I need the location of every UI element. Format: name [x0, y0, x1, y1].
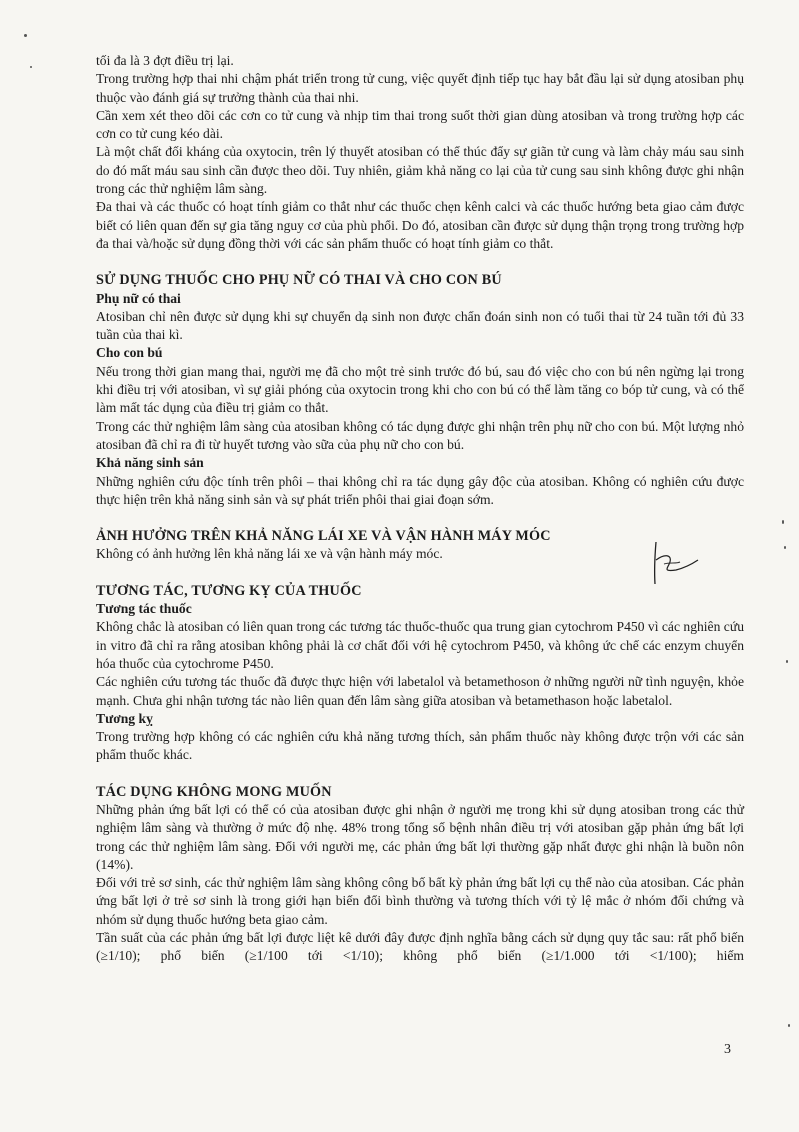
page-number: 3: [724, 1042, 731, 1057]
paragraph: Không có ảnh hưởng lên khả năng lái xe và vận hành máy móc.: [96, 546, 443, 562]
section-heading-driving: ẢNH HƯỞNG TRÊN KHẢ NĂNG LÁI XE VÀ VẬN HÀNH MÁY MÓC: [96, 528, 551, 545]
paragraph: Những nghiên cứu độc tính trên phôi – thai không chỉ ra tác dụng gây độc của atosiban. Không có nghiên cứu được thực hiện trên khả năng sinh sản và sự phát triển phôi thai giai đoạn sớm.: [96, 473, 744, 507]
paragraph: Tần suất của các phản ứng bất lợi được liệt kê dưới đây được định nghĩa bằng cách sử dụng quy tắc sau: rất phổ biến (≥1/10); phổ biến (≥1/100 tới <1/10); không phổ biến (≥1/1.000 tới <1/100); hiếm: [96, 930, 744, 964]
subheading-incompatibilities: Tương kỵ: [96, 710, 153, 726]
paragraph: Atosiban chỉ nên được sử dụng khi sự chuyển dạ sinh non được chẩn đoán sinh non có tuổi thai từ 24 tuần tới đủ 33 tuần của thai kì.: [96, 308, 744, 343]
paragraph: Trong trường hợp không có các nghiên cứu khả năng tương thích, sản phẩm thuốc này không được trộn với các sản phẩm thuốc khác.: [96, 729, 744, 763]
section-heading-adverse-effects: TÁC DỤNG KHÔNG MONG MUỐN: [96, 783, 332, 800]
paragraph: Các nghiên cứu tương tác thuốc đã được thực hiện với labetalol và betamethoson ở những người nữ tình nguyện, khỏe mạnh. Chưa ghi nhận tương tác nào liên quan đến lâm sàng giữa atosiban và betamethason hoặc labetalol.: [96, 674, 744, 708]
paragraph: tối đa là 3 đợt điều trị lại.: [96, 53, 234, 68]
section-heading-interactions: TƯƠNG TÁC, TƯƠNG KỴ CỦA THUỐC: [96, 582, 362, 599]
section-heading-pregnancy: SỬ DỤNG THUỐC CHO PHỤ NỮ CÓ THAI VÀ CHO CON BÚ: [96, 272, 502, 289]
subheading-drug-interactions: Tương tác thuốc: [96, 601, 192, 617]
subheading-fertility: Khả năng sinh sản: [96, 455, 204, 471]
signature-mark: [646, 540, 702, 588]
scan-speck: [788, 1024, 790, 1027]
scan-speck: [786, 660, 788, 663]
paragraph: Trong các thử nghiệm lâm sàng của atosiban không có tác dụng được ghi nhận trên phụ nữ cho con bú. Một lượng nhỏ atosiban đã chỉ ra đi từ huyết tương vào sữa của phụ nữ cho con bú.: [96, 418, 744, 452]
document-page: [96, 52, 744, 966]
paragraph: Những phản ứng bất lợi có thể có của atosiban được ghi nhận ở người mẹ trong khi sử dụng atosiban trong các thử nghiệm lâm sàng và thường ở mức độ nhẹ. 48% trong tổng số bệnh nhân điều trị với atosiban gặp phản ứng bất lợi trong các thử nghiệm lâm sàng. Đối với người mẹ, các phản ứng bất lợi thường gặp nhất được ghi nhận là buồn nôn (14%).: [96, 801, 744, 872]
paragraph: Nếu trong thời gian mang thai, người mẹ đã cho một trẻ sinh trước đó bú, sau đó việc cho con bú nên ngừng lại trong khi điều trị với atosiban, vì sự giải phóng của oxytocin trong khi cho con bú có thể làm tăng co bóp tử cung, và có thể làm mất tác dụng của điều trị giảm co thắt.: [96, 363, 744, 416]
scan-speck: [784, 546, 786, 549]
scan-speck: [30, 66, 32, 68]
paragraph: Đối với trẻ sơ sinh, các thử nghiệm lâm sàng không công bố bất kỳ phản ứng bất lợi cụ thể nào của atosiban. Các phản ứng bất lợi ở trẻ sơ sinh là trong giới hạn biến đổi bình thường và tương thích với tỷ lệ mắc ở nhóm đối chứng và nhóm sử dụng thuốc hướng beta giao cảm.: [96, 875, 744, 927]
subheading-breastfeeding: Cho con bú: [96, 345, 163, 361]
paragraph: Trong trường hợp thai nhi chậm phát triển trong tử cung, việc quyết định tiếp tục hay bắt đầu lại sử dụng atosiban phụ thuộc vào đánh giá sự trưởng thành của thai nhi.: [96, 71, 744, 105]
subheading-pregnant-women: Phụ nữ có thai: [96, 290, 181, 306]
paragraph: Đa thai và các thuốc có hoạt tính giảm co thắt như các thuốc chẹn kênh calci và các thuốc hướng beta giao cảm được biết có liên quan đến sự gia tăng nguy cơ của phù phổi. Do đó, atosiban cần được sử dụng thận trọng trong trường hợp đa thai và/hoặc sử dụng đồng thời với các sản phẩm thuốc có hoạt tính giảm co thắt.: [96, 199, 744, 251]
paragraph: Cần xem xét theo dõi các cơn co tử cung và nhịp tim thai trong suốt thời gian dùng atosiban và trong trường hợp các cơn co tử cung kéo dài.: [96, 107, 744, 142]
paragraph: Là một chất đối kháng của oxytocin, trên lý thuyết atosiban có thể thúc đẩy sự giãn tử cung và làm chảy máu sau sinh do đó mất máu sau sinh cần được theo dõi. Tuy nhiên, giảm khả năng co lại của tử cung sau sinh không được ghi nhận trong các thử nghiệm lâm sàng.: [96, 144, 744, 197]
scan-speck: [782, 520, 784, 524]
scan-speck: [24, 34, 27, 37]
paragraph: Không chắc là atosiban có liên quan trong các tương tác thuốc-thuốc qua trung gian cytochrom P450 vì các nghiên cứu in vitro đã chỉ ra rằng atosiban không phải là cơ chất đối với hệ cytochrom P450, và không ức chế các enzym chuyển hóa thuốc của cytochrome P450.: [96, 619, 744, 671]
